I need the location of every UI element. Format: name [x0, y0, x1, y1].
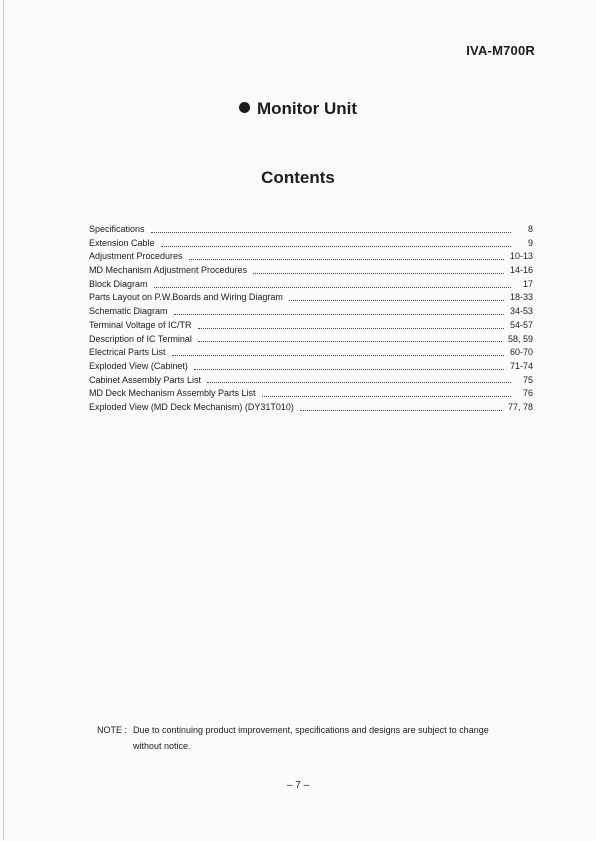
dot-leader [151, 231, 511, 233]
dot-leader [194, 368, 504, 370]
toc-entry-page: 8 [527, 224, 533, 234]
bullet-icon [239, 102, 250, 113]
section-title-text: Monitor Unit [256, 99, 358, 118]
toc-entry-page: 58, 59 [507, 333, 533, 344]
toc-entry [89, 278, 533, 292]
dot-leader [198, 327, 504, 329]
toc-entry [89, 291, 533, 305]
dot-leader [161, 245, 511, 247]
toc-entry-page: 75 [522, 374, 533, 385]
note-text: Due to continuing product improvement, specifications and designs are subject to change without notice. [133, 725, 489, 751]
toc-entry [89, 319, 533, 333]
model-number: IVA-M700R [466, 43, 535, 58]
dot-leader [174, 313, 504, 315]
toc-entry-title: Schematic Diagram [89, 306, 168, 317]
toc-entry-title: Extension Cable [89, 237, 155, 248]
table-of-contents [89, 223, 533, 415]
toc-entry-title: MD Deck Mechanism Assembly Parts List [89, 388, 256, 399]
toc-entry [89, 264, 533, 278]
toc-entry-title: Exploded View (MD Deck Mechanism) (DY31T010) [89, 401, 294, 412]
dot-leader [189, 258, 504, 260]
note-label: NOTE : [97, 725, 128, 735]
dot-leader [172, 354, 504, 356]
toc-entry [89, 223, 533, 237]
dot-leader [207, 381, 511, 383]
section-title [0, 99, 596, 119]
toc-entry [89, 374, 533, 388]
toc-entry-page: 14-16 [509, 265, 533, 276]
toc-entry-title: Block Diagram [89, 278, 148, 289]
dot-leader [262, 395, 511, 397]
page-number: – 7 – [286, 780, 310, 791]
toc-entry-title: Description of IC Terminal [89, 333, 192, 344]
toc-entry-page: 18-33 [509, 292, 533, 303]
dot-leader [289, 299, 504, 301]
toc-entry [89, 237, 533, 251]
toc-entry-page: 77, 78 [507, 401, 533, 412]
toc-entry-title: Electrical Parts List [89, 347, 166, 358]
toc-entry-title: Parts Layout on P.W.Boards and Wiring Diagram [89, 292, 283, 303]
toc-entry-title: Adjustment Procedures [89, 251, 183, 262]
toc-entry [89, 401, 533, 415]
dot-leader [253, 272, 504, 274]
toc-entry-page: 34-53 [509, 306, 533, 317]
toc-entry [89, 387, 533, 401]
toc-entry [89, 305, 533, 319]
toc-entry-page: 17 [522, 278, 533, 289]
toc-entry-page: 76 [522, 388, 533, 399]
toc-entry [89, 360, 533, 374]
toc-entry-title: MD Mechanism Adjustment Procedures [89, 265, 248, 276]
dot-leader [198, 340, 502, 342]
toc-entry-page: 54-57 [509, 319, 533, 330]
toc-entry-title: Exploded View (Cabinet) [89, 360, 188, 371]
toc-entry-page: 10-13 [509, 251, 533, 262]
toc-entry-title: Cabinet Assembly Parts List [89, 374, 202, 385]
dot-leader [154, 286, 511, 288]
toc-entry-page: 9 [527, 237, 533, 248]
toc-entry [89, 250, 533, 264]
toc-entry-page: 71-74 [509, 360, 533, 371]
toc-entry-page: 60-70 [509, 347, 533, 358]
toc-entry [89, 346, 533, 360]
toc-entry-title: Specifications [89, 224, 145, 234]
scan-edge-mark [3, 0, 4, 840]
contents-heading: Contents [261, 168, 335, 187]
toc-entry [89, 333, 533, 347]
dot-leader [300, 409, 502, 411]
toc-entry-title: Terminal Voltage of IC/TR [89, 319, 192, 330]
